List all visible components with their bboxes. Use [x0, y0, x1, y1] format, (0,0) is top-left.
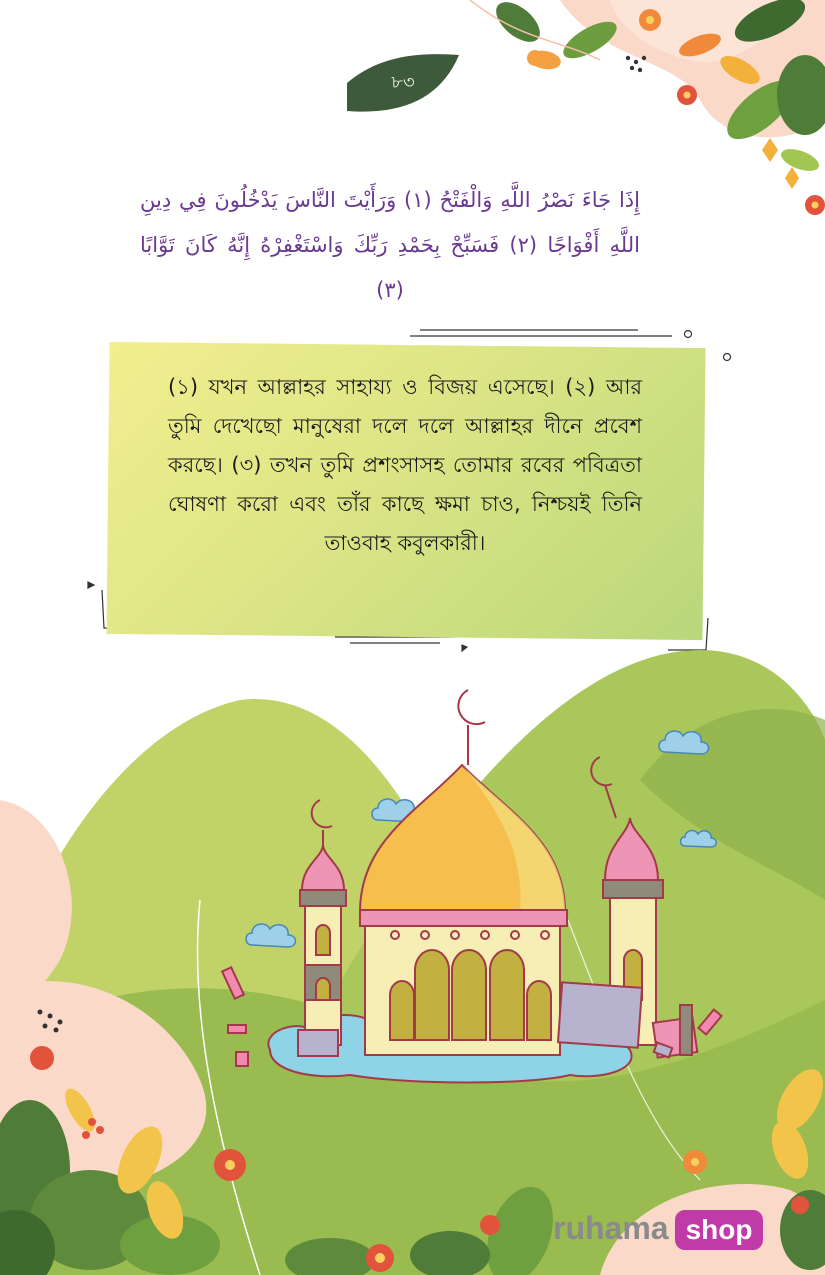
watermark-part1: ruhama	[553, 1210, 669, 1246]
bangla-translation: (১) যখন আল্লাহর সাহায্য ও বিজয় এসেছে। (২) আর তুমি দেখেছো মানুষেরা দলে দলে আল্লাহর দীনে প্রবেশ করছে। (৩) তখন তুমি প্রশংসাসহ তোমার রবের পবিত্রতা ঘোষণা করো এবং তাঁর কাছে ক্ষমা চাও, নিশ্চয়ই তিনি তাওবাহ কবুলকারী।	[168, 375, 642, 555]
watermark-part2: shop	[675, 1210, 764, 1250]
watermark-logo	[553, 1208, 763, 1248]
arabic-verse: إِذَا جَاءَ نَصْرُ اللَّهِ وَالْفَتْحُ (١) وَرَأَيْتَ النَّاسَ يَدْخُلُونَ فِي دِينِ اللَّهِ أَفْوَاجًا (٢) فَسَبِّحْ بِحَمْدِ رَبِّكَ وَاسْتَغْفِرْهُ إِنَّهُ كَانَ تَوَّابًا (٣)	[140, 188, 640, 302]
page-number: ৮৩	[391, 72, 415, 93]
